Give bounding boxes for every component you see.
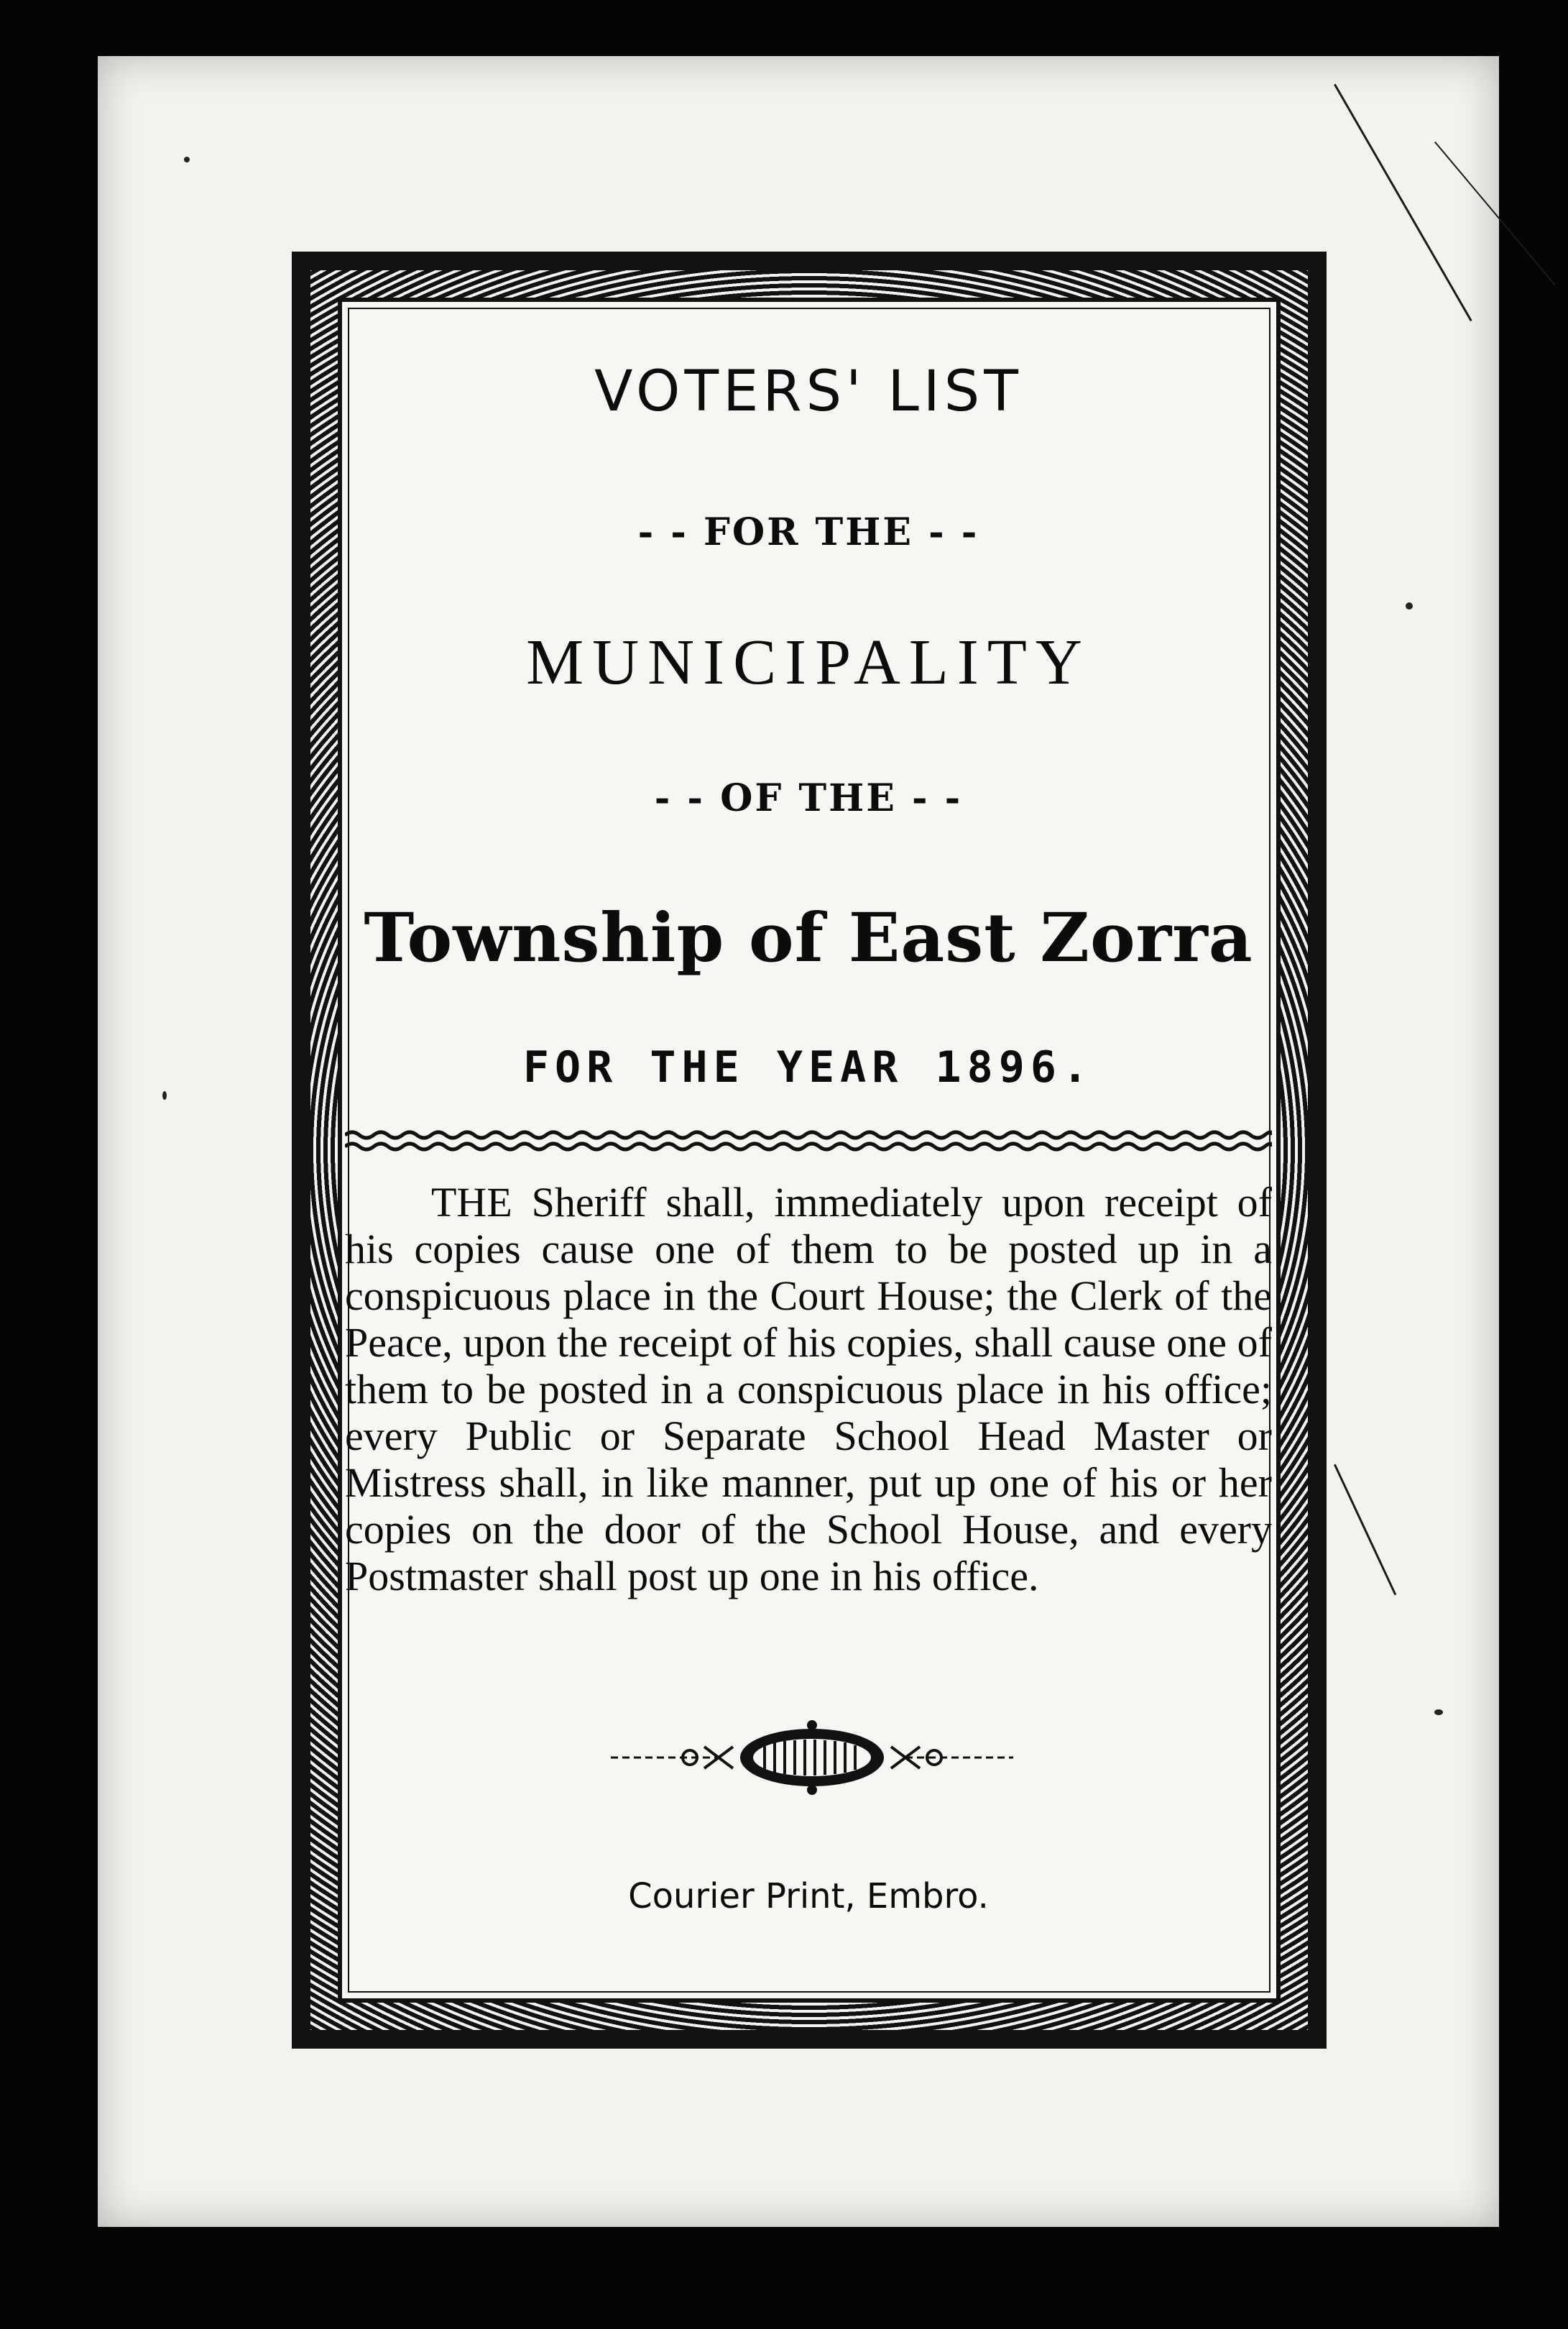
title-page-content xyxy=(345,309,1272,2006)
speckle xyxy=(184,157,190,162)
title-for-the: - - FOR THE - - xyxy=(637,510,979,554)
scratch-mark xyxy=(1334,1464,1396,1596)
speckle xyxy=(162,1091,167,1100)
title-of-the: - - OF THE - - xyxy=(654,776,963,820)
title-township: Township of East Zorra xyxy=(364,899,1253,978)
printers-ornament xyxy=(611,1718,1013,1797)
speckle xyxy=(1406,602,1413,610)
title-year: FOR THE YEAR 1896. xyxy=(522,1042,1094,1093)
scratch-mark xyxy=(1334,84,1472,322)
title-voters-list: VOTERS' LIST xyxy=(594,359,1023,424)
decorative-wave-rule xyxy=(345,1129,1272,1153)
speckle xyxy=(1434,1709,1443,1715)
scratch-mark xyxy=(1434,142,1556,285)
printer-imprint: Courier Print, Embro. xyxy=(628,1876,989,1916)
posting-notice: THE Sheriff shall, immediately upon receipt of his copies cause one of them to be posted up in a conspicuous place in the Court House; the Clerk of the Peace, upon the receipt of his copies, shall cause one of them to be posted in a conspicuous place in his office; every Public or Separate School Head Master or Mistress shall, in like manner, put up one of his or her copies on the door of the School House, and every Postmaster shall post up one in his office. xyxy=(345,1179,1272,1599)
title-municipality: MUNICIPALITY xyxy=(526,627,1091,698)
